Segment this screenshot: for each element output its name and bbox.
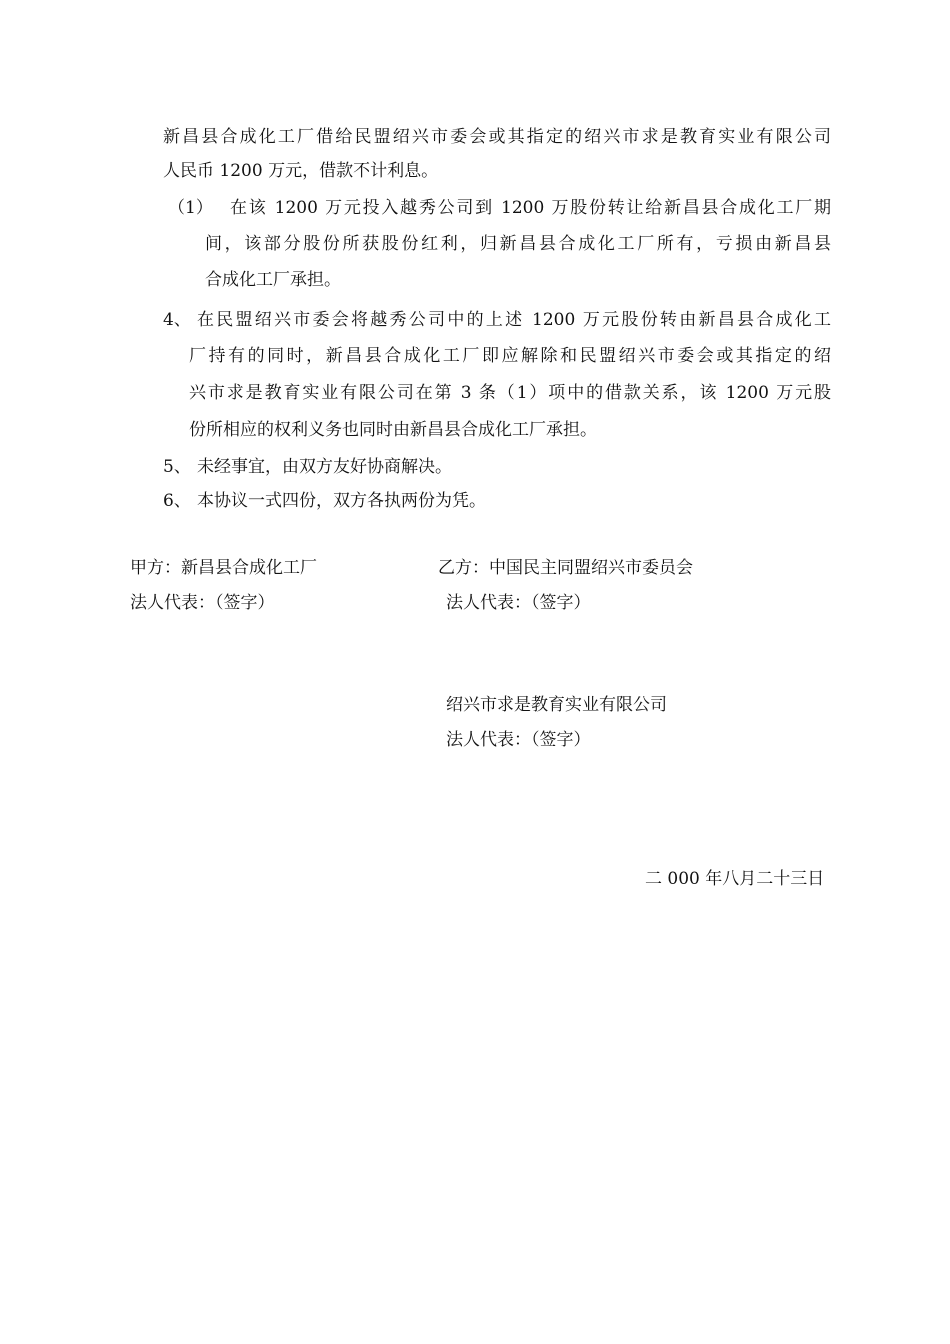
clause-4-line-3: 兴市求是教育实业有限公司在第 3 条（1）项中的借款关系，该 1200 万元股 xyxy=(189,383,831,403)
party-a-representative: 法人代表：（签字） xyxy=(130,593,275,613)
clause-1-line-1: 在该 1200 万元投入越秀公司到 1200 万股份转让给新昌县合成化工厂期 xyxy=(230,198,831,218)
clause-4-line-2: 厂持有的同时，新昌县合成化工厂即应解除和民盟绍兴市委会或其指定的绍 xyxy=(189,346,831,366)
party-a-name: 甲方：新昌县合成化工厂 xyxy=(130,558,317,578)
clause-5-marker: 5、 xyxy=(163,457,191,477)
intro-line-1: 新昌县合成化工厂借给民盟绍兴市委会或其指定的绍兴市求是教育实业有限公司 xyxy=(163,127,831,147)
clause-5-text: 未经事宜，由双方友好协商解决。 xyxy=(197,457,452,477)
clause-1-marker: （1） xyxy=(168,198,213,218)
clause-1-line-3: 合成化工厂承担。 xyxy=(205,270,341,290)
clause-6-marker: 6、 xyxy=(163,491,191,511)
party-c-name: 绍兴市求是教育实业有限公司 xyxy=(446,695,667,715)
clause-4-marker: 4、 xyxy=(163,310,191,330)
party-b-representative: 法人代表：（签字） xyxy=(446,593,591,613)
clause-4-line-1: 在民盟绍兴市委会将越秀公司中的上述 1200 万元股份转由新昌县合成化工 xyxy=(197,310,831,330)
clause-1-line-2: 间，该部分股份所获股份红利，归新昌县合成化工厂所有，亏损由新昌县 xyxy=(205,234,831,254)
intro-line-2: 人民币 1200 万元，借款不计利息。 xyxy=(163,161,439,181)
clause-6-text: 本协议一式四份，双方各执两份为凭。 xyxy=(197,491,486,511)
party-c-representative: 法人代表：（签字） xyxy=(446,730,591,750)
clause-4-line-4: 份所相应的权利义务也同时由新昌县合成化工厂承担。 xyxy=(189,420,597,440)
document-date: 二 000 年八月二十三日 xyxy=(645,869,825,889)
party-b-name: 乙方：中国民主同盟绍兴市委员会 xyxy=(438,558,693,578)
